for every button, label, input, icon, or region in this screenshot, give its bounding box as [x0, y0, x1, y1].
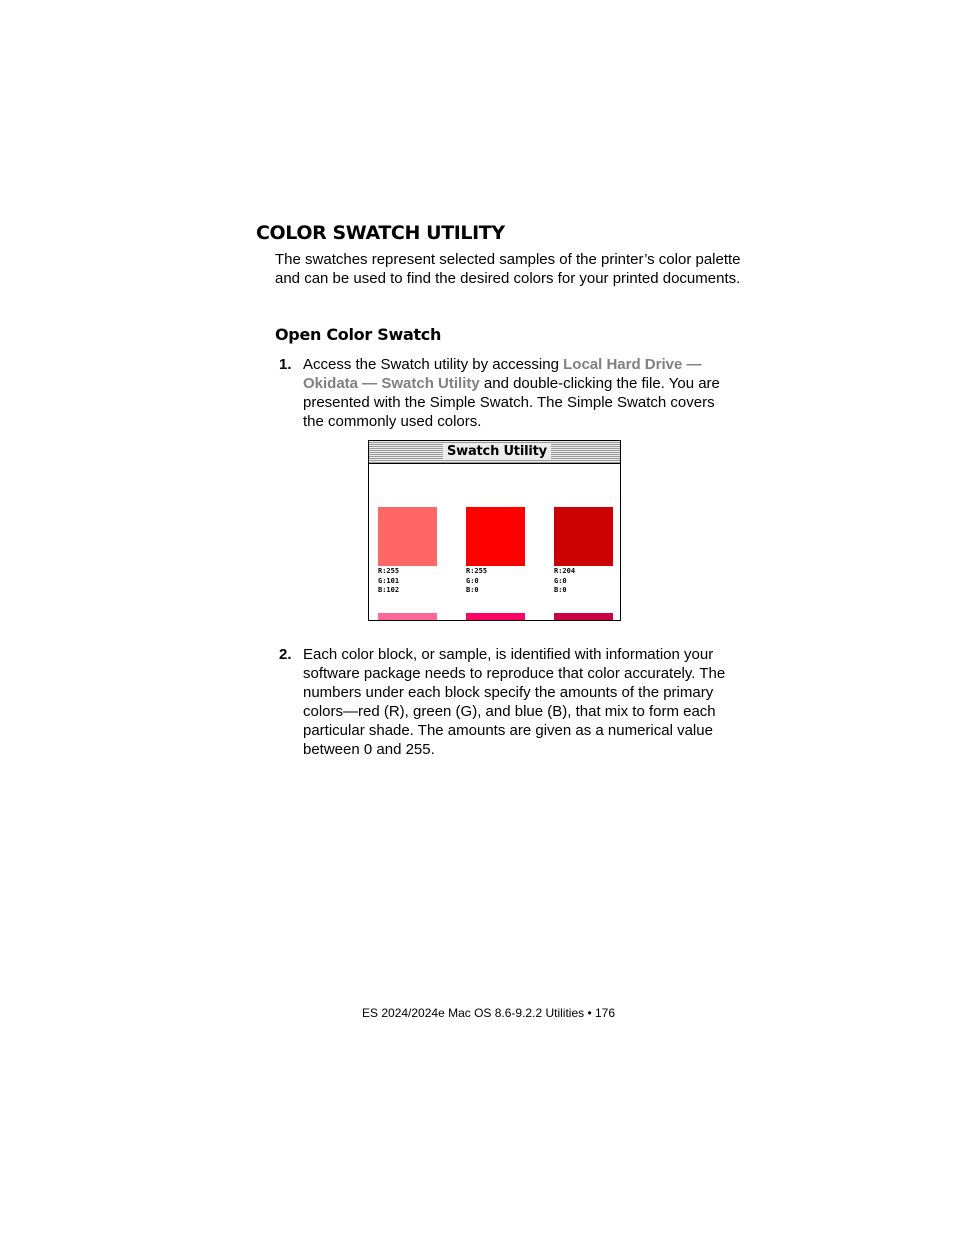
swatch-r-value: R:204	[554, 567, 576, 575]
color-swatch-partial[interactable]	[466, 613, 525, 621]
swatch-b-value: B:102	[378, 586, 400, 594]
color-swatch-partial[interactable]	[554, 613, 613, 621]
swatch-g-value: G:0	[466, 576, 479, 585]
swatch-b-value: B:0	[466, 586, 479, 594]
swatch-rgb-label	[554, 567, 575, 596]
page-footer: ES 2024/2024e Mac OS 8.6-9.2.2 Utilities • 176	[362, 1006, 616, 1020]
window-titlebar[interactable]	[369, 441, 620, 464]
step-1-number: 1.	[279, 356, 292, 373]
swatch-g-value: G:101	[378, 576, 400, 585]
window-title: Swatch Utility	[443, 443, 551, 460]
swatch-g-value: G:0	[554, 576, 567, 585]
swatch-r-value: R:255	[378, 567, 400, 575]
menu-path: Local Hard Drive — Okidata — Swatch Utility	[303, 356, 702, 392]
color-swatch-partial[interactable]	[378, 613, 437, 621]
color-swatch[interactable]	[466, 507, 525, 566]
step-2-number: 2.	[279, 646, 292, 663]
swatch-rgb-label	[466, 567, 487, 596]
step-1-text	[303, 355, 738, 431]
section-title: COLOR SWATCH UTILITY	[256, 222, 505, 244]
intro-paragraph: The swatches represent selected samples of the printer’s color palette and can be used to find the desired colors for your printed documents.	[275, 251, 741, 287]
step-2-text: Each color block, or sample, is identified with information your software package needs to reproduce that color accurately. The numbers under each block specify the amounts of the primary colors—red (R), green (G), and blue (B), that mix to form each particular shade. The amounts are given as a numerical value between 0 and 255.	[303, 646, 726, 758]
color-swatch[interactable]	[554, 507, 613, 566]
swatch-b-value: B:0	[554, 586, 567, 594]
swatch-rgb-label	[378, 567, 399, 596]
color-swatch[interactable]	[378, 507, 437, 566]
subsection-title: Open Color Swatch	[275, 325, 442, 344]
swatch-utility-window	[368, 440, 621, 621]
swatch-r-value: R:255	[466, 567, 488, 575]
step-1-text-after: and double-clicking the file. You are presented with the Simple Swatch. The Simple Swatch covers the commonly used colors.	[303, 375, 720, 430]
step-1-text-before: Access the Swatch utility by accessing	[303, 356, 564, 373]
